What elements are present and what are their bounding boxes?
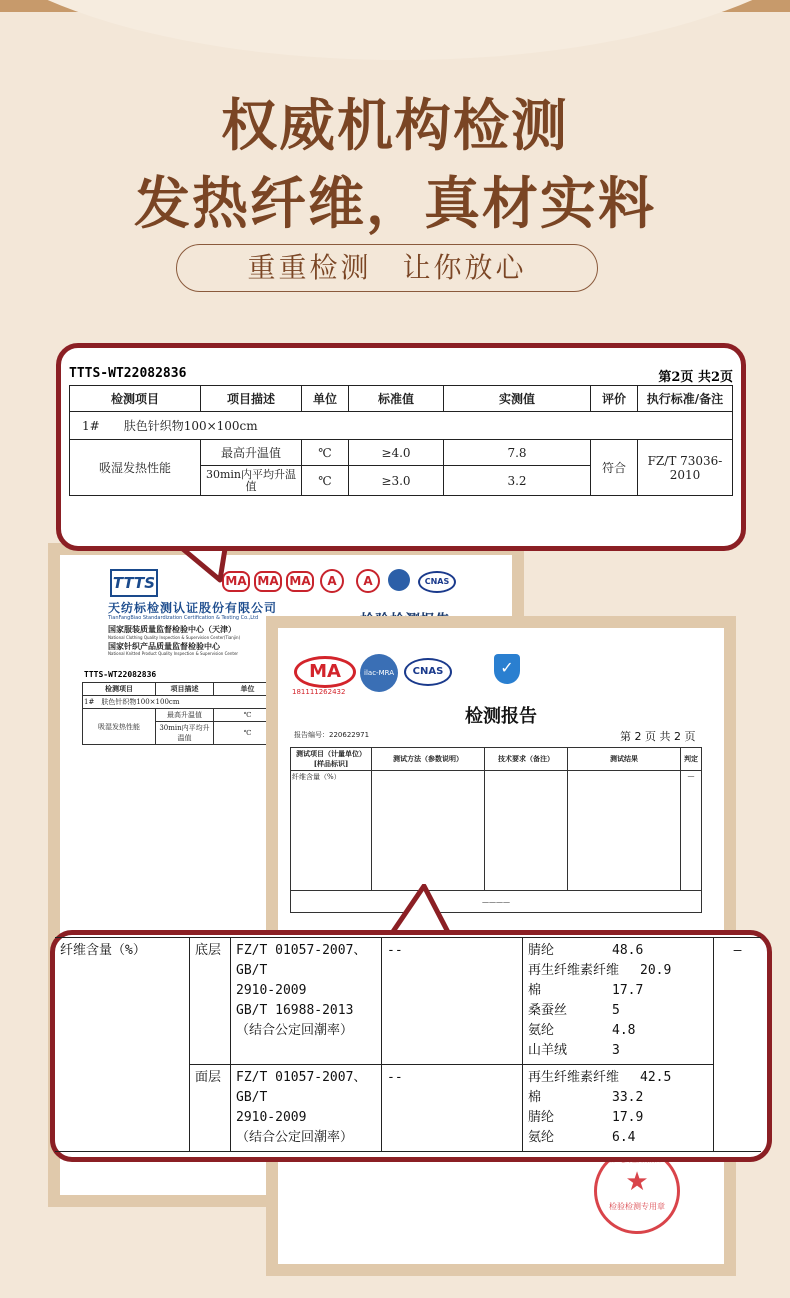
fiber-value: 33.2 (612, 1090, 644, 1105)
layer-top-name: 面层 (190, 1065, 231, 1152)
front-separator: ———— (291, 891, 702, 913)
tagline-pill: 重重检测 让你放心 (176, 244, 598, 292)
layer-bottom-name: 底层 (190, 938, 231, 1065)
layer-top-results (523, 1065, 714, 1152)
back-report-number: TTTS-WT22082836 (84, 670, 157, 679)
front-header-result: 测试结果 (568, 748, 681, 771)
fiber-value: 4.8 (612, 1023, 636, 1038)
page-info: 第 2 页 共 2 页 (620, 730, 696, 743)
fiber-name: 氨纶 (528, 1023, 555, 1038)
front-report-table (290, 747, 702, 913)
heating-performance-table (69, 385, 733, 496)
fiber-item-cell: 纤维含量（%） (55, 938, 190, 1152)
fiber-row (528, 1068, 708, 1088)
fiber-name: 棉 (528, 1090, 542, 1105)
cal-badge-1: A (320, 569, 344, 593)
ilac-badge-icon (388, 569, 410, 591)
back-unit-2: ℃ (214, 722, 282, 745)
company-name-en: TianFangBiao Standardization Certification & Testing Co.,Ltd (108, 615, 259, 621)
company-name: 天纺标检测认证股份有限公司 (108, 601, 278, 615)
report-number: 报告编号：220622971 (294, 731, 370, 739)
method-line: 2910-2009 (236, 983, 307, 998)
callout-page-info: 第2页 共2页 (658, 370, 733, 385)
fiber-row (528, 1041, 708, 1061)
cma-logo: MA (294, 656, 356, 688)
callout-bottom-fiber-content (50, 930, 772, 1162)
desc-cell-2: 30min内平均升温值 (201, 466, 302, 496)
fiber-name: 山羊绒 (528, 1043, 568, 1058)
back-sample-row: 1# 肤色针织物100×100cm (83, 696, 282, 709)
method-line: （结合公定回潮率） (236, 1023, 354, 1038)
cnas-logo: CNAS (404, 658, 452, 686)
fiber-row (528, 1021, 708, 1041)
back-header-unit: 单位 (214, 683, 282, 696)
fiber-name: 再生纤维素纤维 (528, 1070, 620, 1085)
method-line: FZ/T 01057-2007、GB/T (236, 943, 367, 978)
center-name-1-en: National Clothing Quality Inspection & Supervision Center(Tianjin) (108, 635, 241, 640)
back-item-cell: 吸湿发热性能 (83, 709, 156, 745)
fiber-row (528, 961, 708, 981)
back-header-item: 检测项目 (83, 683, 156, 696)
th-standard: 标准值 (349, 386, 444, 412)
headline-line-2: 发热纤维，真材实料 (134, 172, 656, 237)
fiber-content-table (55, 937, 761, 1152)
method-line: FZ/T 01057-2007、GB/T (236, 1070, 367, 1105)
cert-badges (222, 569, 482, 593)
cal-badge-2: A (356, 569, 380, 593)
method-line: 2910-2009 (236, 1110, 307, 1125)
fiber-name: 桑蚕丝 (528, 1003, 568, 1018)
front-method-cell (372, 771, 485, 891)
fiber-value: 42.5 (640, 1070, 672, 1085)
std-cell-2: ≥3.0 (349, 466, 444, 496)
seal-star-icon: ★ (625, 1167, 649, 1197)
std-cell-1: ≥4.0 (349, 440, 444, 466)
fiber-row (528, 1001, 708, 1021)
back-desc-2: 30min内平均升温值 (156, 722, 214, 745)
center-name-2-en: National Knitted Product Quality Inspection & Supervision Center (108, 651, 239, 656)
layer-top-requirement: -- (382, 1065, 523, 1152)
th-unit: 单位 (302, 386, 349, 412)
th-standard-note: 执行标准/备注 (638, 386, 733, 412)
layer-top-method (231, 1065, 382, 1152)
cma-badge-1: MA (222, 571, 250, 592)
fiber-row (528, 1128, 708, 1148)
seal-subtext: 检验检测专用章 (609, 1202, 665, 1211)
sample-row: 1# 肤色针织物100×100cm (70, 412, 733, 440)
callout-top-magnified-table (56, 343, 746, 551)
fiber-name: 腈纶 (528, 943, 555, 958)
fiber-row (528, 941, 708, 961)
layer-bottom-method (231, 938, 382, 1065)
value-cell-1: 7.8 (444, 440, 591, 466)
fiber-row (528, 1088, 708, 1108)
fiber-value: 48.6 (612, 943, 644, 958)
fiber-value: 3 (612, 1043, 620, 1058)
center-name-1: 国家服装质量监督检验中心（天津） (108, 625, 236, 634)
fiber-row (528, 1108, 708, 1128)
callout-report-number: TTTS-WT22082836 (69, 366, 187, 381)
front-header-item: 测试项目（计量单位）[样品标识] (291, 748, 372, 771)
method-line: （结合公定回潮率） (236, 1130, 354, 1145)
background-arc (0, 0, 790, 60)
fiber-value: 20.9 (640, 963, 672, 978)
fiber-row (528, 981, 708, 1001)
fiber-value: 17.7 (612, 983, 644, 998)
layer-bottom-results (523, 938, 714, 1065)
front-item-cell: 纤维含量（%） (291, 771, 372, 891)
front-verdict-cell: — (681, 771, 702, 891)
value-cell-2: 3.2 (444, 466, 591, 496)
ttts-logo: TTTS (110, 569, 158, 597)
cma-badge-2: MA (254, 571, 282, 592)
fiber-name: 腈纶 (528, 1110, 555, 1125)
cma-badge-3: MA (286, 571, 314, 592)
back-desc-1: 最高升温值 (156, 709, 214, 722)
fiber-name: 氨纶 (528, 1130, 555, 1145)
fiber-name: 再生纤维素纤维 (528, 963, 620, 978)
front-header-method: 测试方法（参数说明） (372, 748, 485, 771)
back-unit-1: ℃ (214, 709, 282, 722)
fiber-value: 5 (612, 1003, 620, 1018)
headline-line-1: 权威机构检测 (221, 94, 569, 159)
fiber-value: 6.4 (612, 1130, 636, 1145)
th-evaluation: 评价 (591, 386, 638, 412)
standard-cell: FZ/T 73036-2010 (638, 440, 733, 496)
report-title: 检测报告 (465, 706, 537, 727)
front-result-cell (568, 771, 681, 891)
shield-check-icon: ✓ (494, 654, 520, 684)
unit-cell-1: ℃ (302, 440, 349, 466)
cnas-badge: CNAS (418, 571, 456, 593)
desc-cell-1: 最高升温值 (201, 440, 302, 466)
front-header-requirement: 技术要求（备注） (485, 748, 568, 771)
th-measured: 实测值 (444, 386, 591, 412)
item-cell: 吸湿发热性能 (70, 440, 201, 496)
cma-number: 181111262432 (292, 688, 346, 696)
ilac-mra-logo: ilac-MRA (360, 654, 398, 692)
back-header-desc: 项目描述 (156, 683, 214, 696)
layer-bottom-requirement: -- (382, 938, 523, 1065)
unit-cell-2: ℃ (302, 466, 349, 496)
fiber-value: 17.9 (612, 1110, 644, 1125)
fiber-verdict-cell: — (714, 938, 762, 1152)
front-requirement-cell (485, 771, 568, 891)
back-report-table (82, 682, 282, 745)
center-name-2: 国家针织产品质量监督检验中心 (108, 642, 220, 651)
fiber-name: 棉 (528, 983, 542, 998)
front-header-verdict: 判定 (681, 748, 702, 771)
th-item: 检测项目 (70, 386, 201, 412)
th-desc: 项目描述 (201, 386, 302, 412)
evaluation-cell: 符合 (591, 440, 638, 496)
method-line: GB/T 16988-2013 (236, 1003, 354, 1018)
